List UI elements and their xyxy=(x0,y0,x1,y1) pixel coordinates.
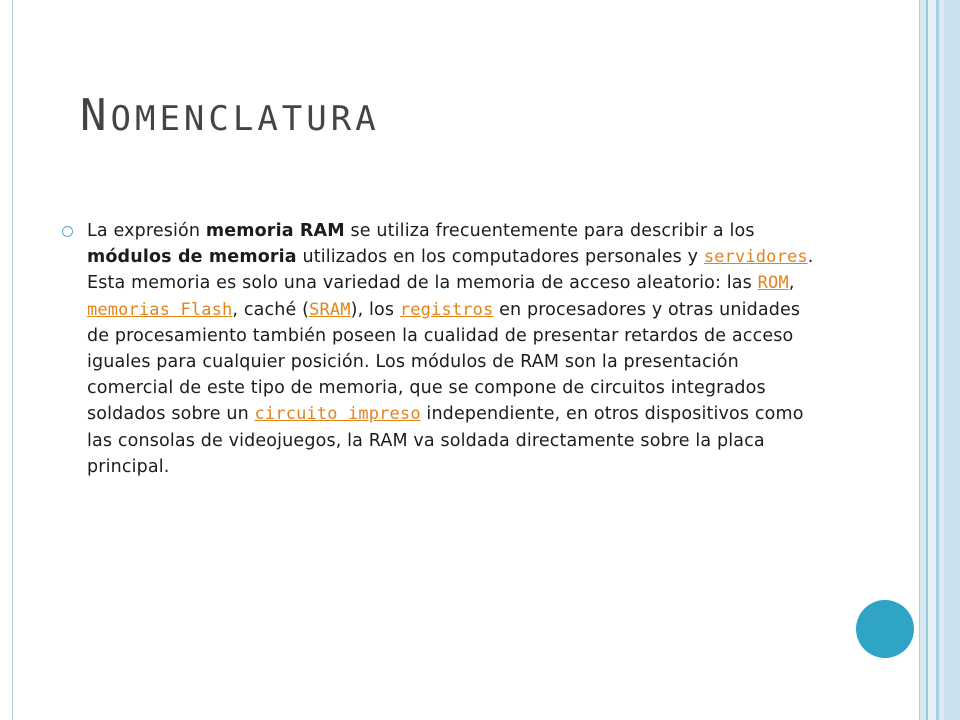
text-segment: independiente, en otros dispositivos como las consolas de videojuegos, la RAM va soldada directamente sobre la placa principal. xyxy=(87,404,804,477)
text-segment: utilizados en los computadores personales y xyxy=(296,247,704,268)
text-segment: . Esta memoria es solo una variedad de la memoria de acceso aleatorio: las xyxy=(87,247,814,294)
link-servidores[interactable]: servidores xyxy=(703,247,808,268)
bullet-icon xyxy=(62,226,73,237)
text-segment: en procesadores y otras unidades de procesamiento también poseen la cualidad de presentar retardos de acceso iguales para cualquier posición. Los módulos de RAM son la presentación comercial de este tipo de memoria, que se compone de circuitos integrados soldados sobre un xyxy=(87,299,801,425)
text-segment: se utiliza frecuentemente para describir a los xyxy=(344,221,755,241)
decorative-circle xyxy=(856,600,914,658)
link-circuito-impreso[interactable]: circuito impreso xyxy=(254,404,421,425)
link-sram[interactable]: SRAM xyxy=(309,299,351,320)
slide-title-rest: OMENCLATURA xyxy=(110,99,380,139)
slide-title xyxy=(80,90,380,141)
text-segment: , xyxy=(788,273,795,294)
decorative-stripe xyxy=(928,0,936,720)
text-segment: , caché ( xyxy=(232,299,310,320)
body-paragraph xyxy=(87,218,827,480)
bold-term: módulos de memoria xyxy=(87,247,297,268)
text-segment: La expresión xyxy=(87,221,206,241)
text-segment: ), los xyxy=(350,299,400,320)
link-registros[interactable]: registros xyxy=(399,299,494,320)
bold-term: memoria RAM xyxy=(205,221,345,241)
link-rom[interactable]: ROM xyxy=(757,273,789,294)
slide-title-initial: N xyxy=(80,90,111,141)
link-memorias-flash[interactable]: memorias Flash xyxy=(87,299,233,320)
decorative-stripe xyxy=(944,0,960,720)
